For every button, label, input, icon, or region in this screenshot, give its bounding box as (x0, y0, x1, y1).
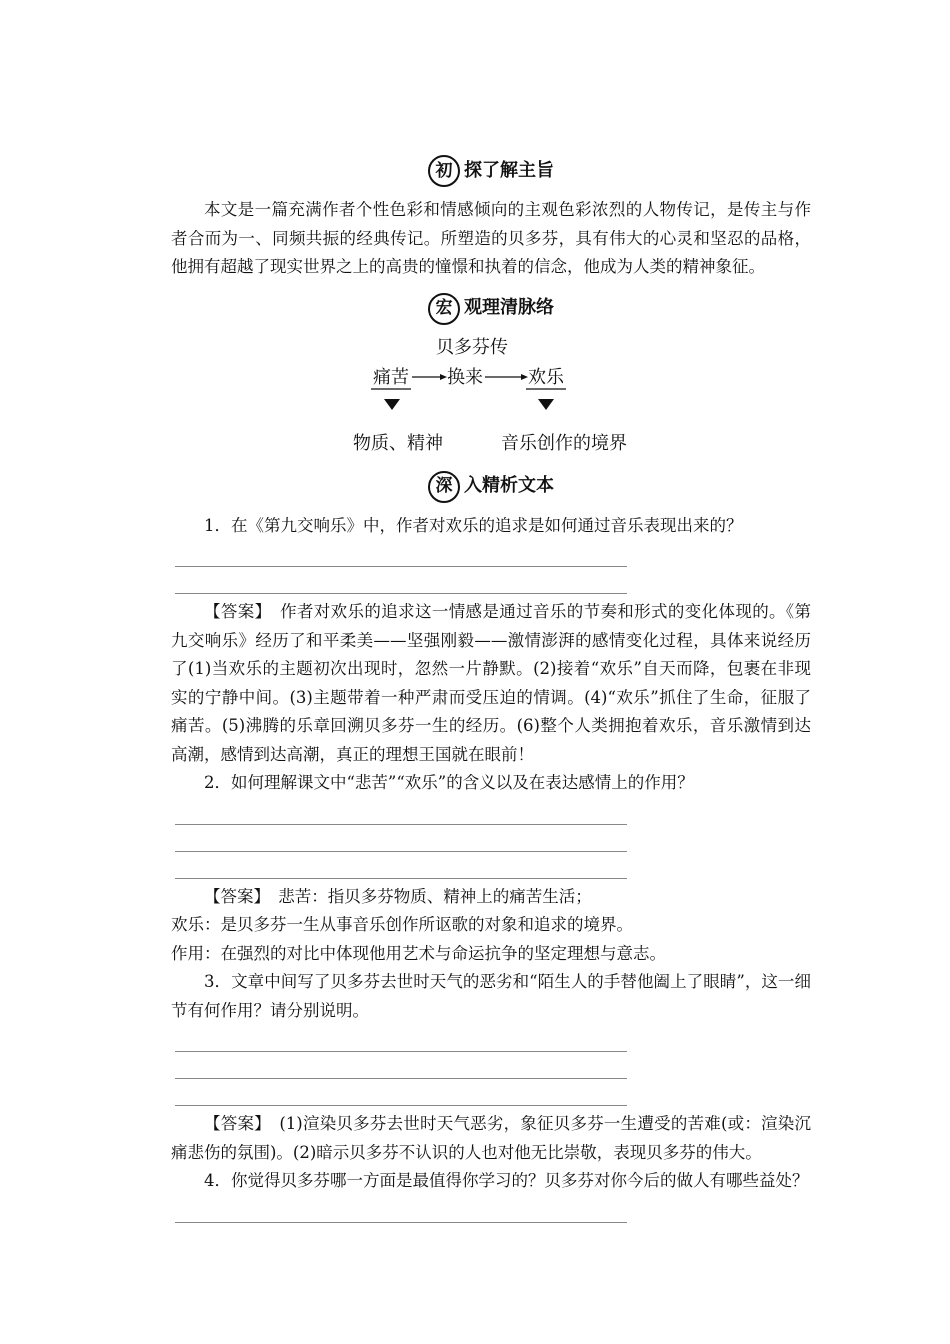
section-heading-1 (171, 152, 811, 190)
answer-3 (171, 1110, 811, 1167)
section-badge-circle: 初 (428, 155, 460, 187)
question-4: 4．你觉得贝多芬哪一方面是最值得你学习的？贝多芬对你今后的做人有哪些益处？ (204, 1171, 809, 1190)
intro-paragraph: 本文是一篇充满作者个性色彩和情感倾向的主观色彩浓烈的人物传记，是传主与作者合而为一、同频共振的经典传记。所塑造的贝多芬，具有伟大的心灵和坚忍的品格，他拥有超越了现实世界之上的高贵的憧憬和执着的信念，他成为人类的精神象征。 (171, 200, 811, 276)
answer-blank-line[interactable] (175, 852, 627, 879)
answer-blank-line[interactable] (175, 1025, 627, 1052)
diagram-node-left: 痛苦 (373, 366, 409, 388)
answer-text: 作者对欢乐的追求这一情感是通过音乐的节奏和形式的变化体现的。《第九交响乐》经历了和平柔美——坚强刚毅——激情澎湃的感情变化过程，具体来说经历了(1)当欢乐的主题初次出现时，忽然一片静默。(2)接着“欢乐”自天而降，包裹在非现实的宁静中间。(3)主题带着一种严肃而受压迫的情调。(4)“欢乐”抓住了生命，征服了痛苦。(5)沸腾的乐章回溯贝多芬一生的经历。(6)整个人类拥抱着欢乐，音乐激情到达高潮，感情到达高潮，真正的理想王国就在眼前！ (171, 602, 812, 764)
question-3: 3．文章中间写了贝多芬去世时天气的恶劣和“陌生人的手替他阖上了眼睛”，这一细节有何作用？请分别说明。 (171, 972, 811, 1020)
answer-label: 【答案】 (204, 886, 262, 906)
section-title: 探了解主旨 (464, 159, 554, 181)
section-heading-2 (171, 290, 811, 328)
answer-text: (1)渲染贝多芬去世时天气恶劣，象征贝多芬一生遭受的苦难(或：渲染沉痛悲伤的氛围)。(2)暗示贝多芬不认识的人也对他无比崇敬，表现贝多芬的伟大。 (171, 1114, 812, 1162)
section-badge-circle: 宏 (428, 293, 460, 325)
answer-1 (171, 598, 811, 769)
diagram-node-right: 欢乐 (528, 366, 564, 388)
diagram-leaf-right: 音乐创作的境界 (501, 432, 627, 454)
answer-label: 【答案】 (204, 1114, 263, 1133)
answer-blank-line[interactable] (175, 1079, 627, 1106)
document-content (171, 150, 811, 1223)
answer-label: 【答案】 (204, 602, 264, 621)
diagram-node-middle: 换来 (447, 366, 483, 388)
answer-blank-line[interactable] (175, 798, 627, 825)
section-title: 入精析文本 (464, 475, 554, 497)
answer-2 (171, 883, 811, 912)
answer-blank-line[interactable] (175, 825, 627, 852)
section-title: 观理清脉络 (464, 297, 554, 319)
question-2: 2．如何理解课文中“悲苦”“欢乐”的含义以及在表达感情上的作用？ (204, 773, 694, 792)
question-1: 1．在《第九交响乐》中，作者对欢乐的追求是如何通过音乐表现出来的？ (204, 515, 743, 535)
diagram-leaf-left: 物质、精神 (353, 432, 443, 454)
answer-blank-line[interactable] (175, 1196, 627, 1223)
answer-blank-line[interactable] (175, 1052, 627, 1079)
answer-text: 悲苦：指贝多芬物质、精神上的痛苦生活； (278, 886, 592, 906)
structure-diagram (171, 334, 811, 504)
answer-blank-line[interactable] (175, 540, 627, 567)
diagram-title: 贝多芬传 (436, 336, 508, 358)
diagram-connectors (171, 334, 811, 434)
answer-2-line-2: 欢乐：是贝多芬一生从事音乐创作所讴歌的对象和追求的境界。 (171, 915, 633, 934)
answer-2-line-3: 作用：在强烈的对比中体现他用艺术与命运抗争的坚定理想与意志。 (171, 943, 666, 963)
answer-blank-line[interactable] (175, 567, 627, 594)
section-badge-circle: 深 (428, 471, 460, 503)
